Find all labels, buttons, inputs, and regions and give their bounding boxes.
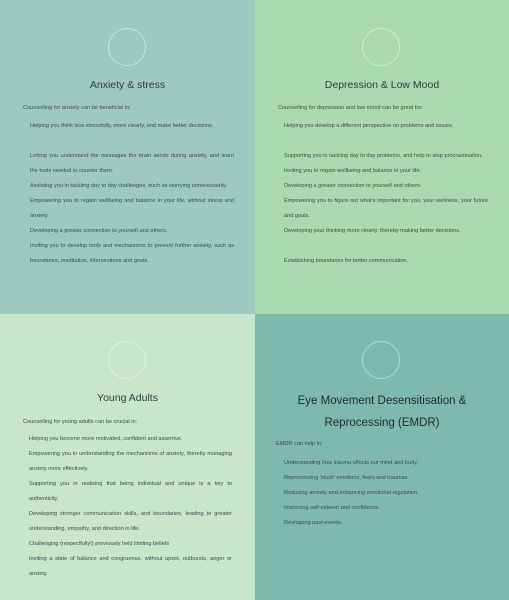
benefit-list bbox=[284, 456, 484, 531]
list-item: Challenging (respectfully!) previously held limiting beliefs bbox=[29, 541, 170, 547]
list-item: Developing a greater connection to yourself and others. bbox=[284, 183, 422, 189]
list-item: Assisting you in tackling day to day challenges, such as worrying unnecessarily. bbox=[30, 183, 228, 189]
list-item: Understanding how trauma affects our mind and body. bbox=[284, 460, 419, 466]
card-intro: EMDR can help in: bbox=[276, 441, 323, 447]
circle-icon bbox=[362, 341, 400, 379]
card-intro: Counselling for young adults can be crucial in: bbox=[23, 419, 138, 425]
card-title: Depression & Low Mood bbox=[324, 79, 440, 91]
benefit-list bbox=[30, 119, 234, 269]
benefit-list bbox=[29, 432, 232, 582]
list-item: Improving self-esteem and confidence. bbox=[284, 505, 381, 511]
list-item: Reprocessing 'stuck' emotions, fears and traumas. bbox=[284, 475, 409, 481]
list-item: Developing a greater connection to yourself and others. bbox=[30, 228, 168, 234]
circle-icon bbox=[108, 341, 146, 379]
list-item: Empowering you to regain wellbeing and balance in your life, without stress and anxiety. bbox=[30, 198, 234, 219]
list-item: Developing stronger communication skills, and boundaries, leading to greater understanding, empathy, and direction in life. bbox=[29, 511, 232, 532]
benefit-list bbox=[284, 119, 488, 269]
young-adults-card bbox=[0, 314, 255, 600]
list-item: Supporting you in tackling day to day problems, and help to stop procrastination. bbox=[284, 153, 483, 159]
card-intro: Counselling for anxiety can be beneficial in: bbox=[23, 105, 131, 111]
list-item: Supporting you in realising that being individual and unique is a key to authenticity. bbox=[29, 481, 232, 502]
list-item: Reducing anxiety and enhancing emotional regulation. bbox=[284, 490, 419, 496]
depression-low-mood-card bbox=[255, 0, 509, 314]
list-item: Helping you develop a different perspective on problems and issues. bbox=[284, 123, 454, 129]
list-item: Helping you think less stressfully, more clearly, and make better decisions. bbox=[30, 123, 214, 129]
card-title: Anxiety & stress bbox=[89, 79, 166, 91]
list-item: Letting you understand the messages the brain sends during anxiety, and learn the tools needed to counter them. bbox=[30, 153, 234, 174]
card-title: Young Adults bbox=[97, 392, 158, 404]
list-item: Empowering you in understanding the mechanisms of anxiety, thereby managing anxiety more effectively. bbox=[29, 451, 232, 472]
anxiety-stress-card bbox=[0, 0, 255, 314]
list-item: Establishing boundaries for better communication. bbox=[284, 258, 409, 264]
emdr-card bbox=[255, 314, 509, 600]
list-item: Developing your thinking more clearly, thereby making better decisions. bbox=[284, 228, 461, 234]
circle-icon bbox=[108, 28, 146, 66]
card-intro: Counselling for depression and low mood can be great for: bbox=[278, 105, 423, 111]
list-item: Inviting a state of balance and congruence, without upset, outbursts, anger or anxiety. bbox=[29, 556, 232, 577]
card-title: Eye Movement Desensitisation & Reprocessing (EMDR) bbox=[297, 395, 467, 429]
list-item: Inviting you to develop tools and mechanisms to prevent further anxiety, such as boundaries, meditation, interventions and goals. bbox=[30, 243, 234, 264]
list-item: Empowering you to figure out what's important for you, your wellness, your future and goals. bbox=[284, 198, 488, 219]
list-item: Helping you become more motivated, confident and assertive. bbox=[29, 436, 183, 442]
list-item: Reshaping past events. bbox=[284, 520, 343, 526]
circle-icon bbox=[362, 28, 400, 66]
list-item: Inviting you to regain wellbeing and balance in your life. bbox=[284, 168, 422, 174]
